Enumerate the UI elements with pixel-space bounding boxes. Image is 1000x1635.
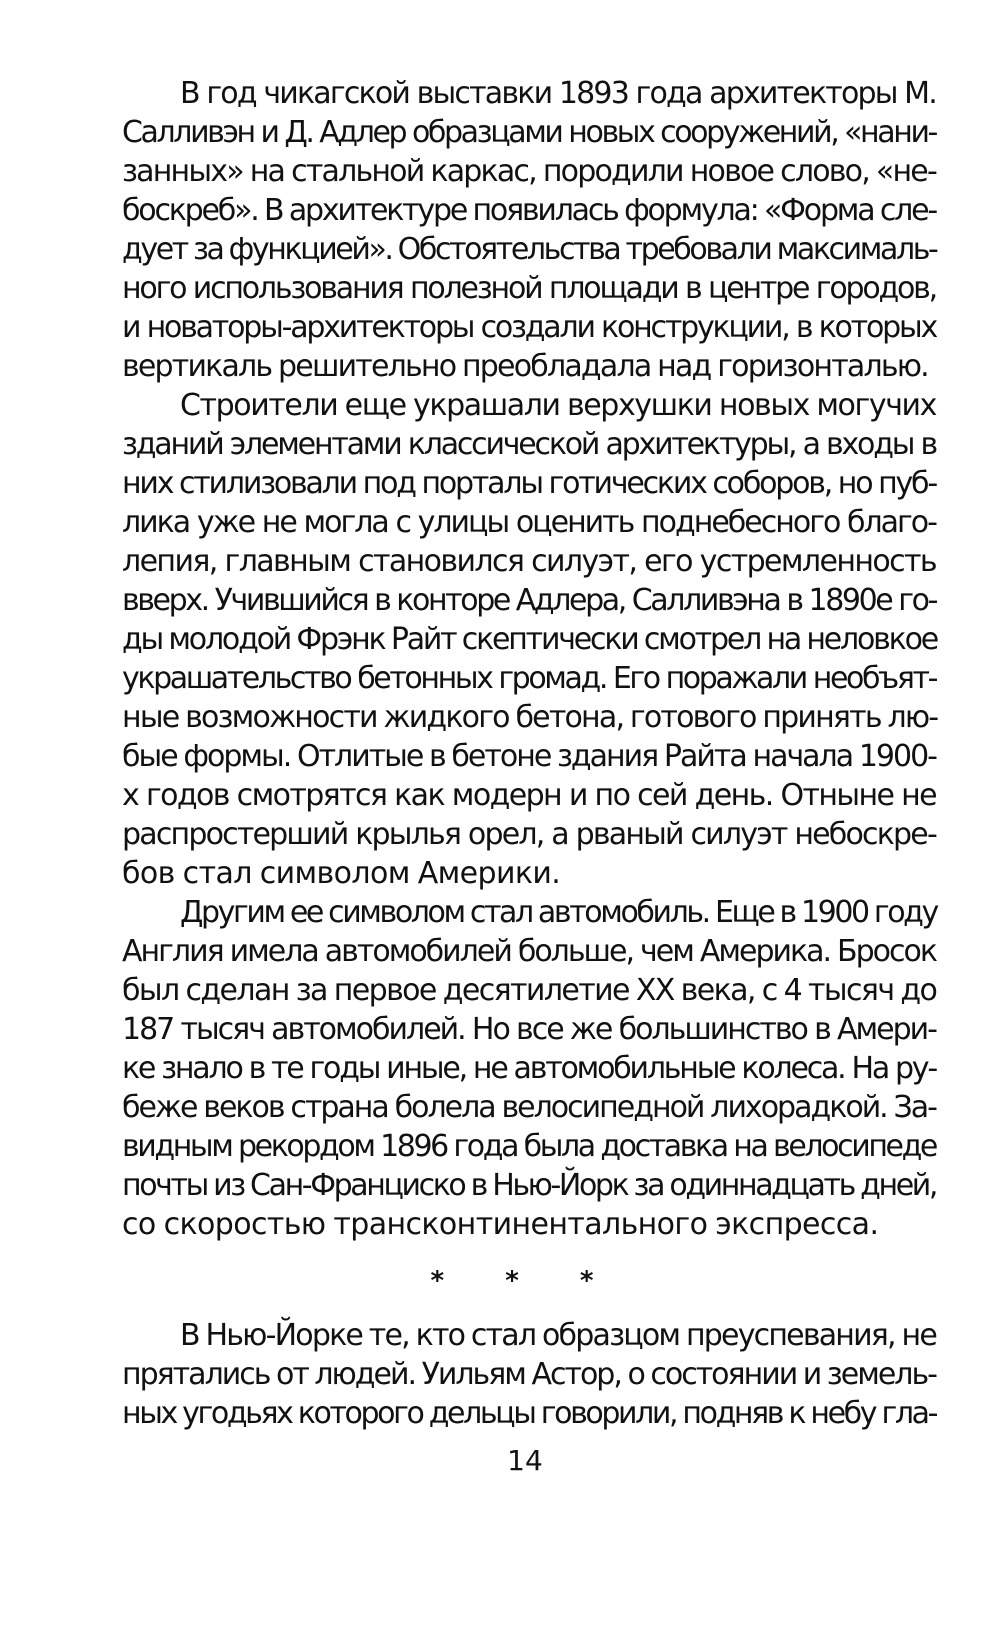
text-line: Строители еще украшали верхушки новых могучих: [180, 388, 936, 423]
text-line: ды молодой Фрэнк Райт скептически смотрел на неловкое: [122, 622, 937, 657]
text-line: и новаторы-архитекторы создали конструкции, в которых: [122, 310, 936, 345]
page-number: 14: [507, 1444, 543, 1477]
text-line: был сделан за первое десятилетие XX века, с 4 тысяч до: [122, 973, 937, 1008]
text-line: распростерший крылья орел, а рваный силуэт небоскре-: [122, 817, 936, 852]
text-line: украшательство бетонных громад. Его поражали необъят-: [122, 661, 936, 696]
text-line: зданий элементами классической архитектуры, а входы в: [122, 427, 936, 462]
text-line: х годов смотрятся как модерн и по сей день. Отныне не: [122, 778, 936, 813]
text-line: боскреб». В архитектуре появилась формула: «Форма сле-: [122, 193, 936, 228]
text-line: 187 тысяч автомобилей. Но все же большинство в Амери-: [122, 1012, 936, 1047]
text-line: со скоростью трансконтинентального экспресса.: [122, 1207, 879, 1242]
text-line: В Нью-Йорке те, кто стал образцом преуспевания, не: [180, 1318, 936, 1353]
section-separator: * * *: [430, 1266, 620, 1296]
text-line: почты из Сан-Франциско в Нью-Йорк за одиннадцать дней,: [122, 1168, 936, 1203]
text-line: дует за функцией». Обстоятельства требовали максималь-: [122, 232, 937, 267]
text-line: бые формы. Отлитые в бетоне здания Райта начала 1900-: [122, 739, 936, 774]
text-line: лика уже не могла с улицы оценить поднебесного благо-: [122, 505, 936, 540]
text-line: занных» на стальной каркас, породили новое слово, «не-: [122, 154, 936, 189]
text-line: видным рекордом 1896 года была доставка на велосипеде: [122, 1129, 936, 1164]
text-line: прятались от людей. Уильям Астор, о состоянии и земель-: [122, 1357, 936, 1392]
text-line: ные возможности жидкого бетона, готового принять лю-: [122, 700, 938, 735]
text-line: Салливэн и Д. Адлер образцами новых сооружений, «нани-: [122, 115, 936, 150]
text-line: ке знало в те годы иные, не автомобильные колеса. На ру-: [122, 1051, 936, 1086]
text-line: Другим ее символом стал автомобиль. Еще в 1900 году: [180, 895, 937, 930]
text-line: вверх. Учившийся в конторе Адлера, Салливэна в 1890е го-: [122, 583, 936, 618]
text-line: В год чикагской выставки 1893 года архитекторы М.: [180, 76, 936, 111]
text-line: них стилизовали под порталы готических соборов, но пуб-: [122, 466, 936, 501]
text-line: ного использования полезной площади в центре городов,: [122, 271, 936, 306]
text-line: лепия, главным становился силуэт, его устремленность: [122, 544, 936, 579]
text-line: ных угодьях которого дельцы говорили, подняв к небу гла-: [122, 1396, 936, 1431]
text-line: бов стал символом Америки.: [122, 856, 561, 891]
text-line: вертикаль решительно преобладала над горизонталью.: [122, 349, 928, 384]
text-line: Англия имела автомобилей больше, чем Америка. Бросок: [122, 934, 936, 969]
text-line: беже веков страна болела велосипедной лихорадкой. За-: [122, 1090, 936, 1125]
